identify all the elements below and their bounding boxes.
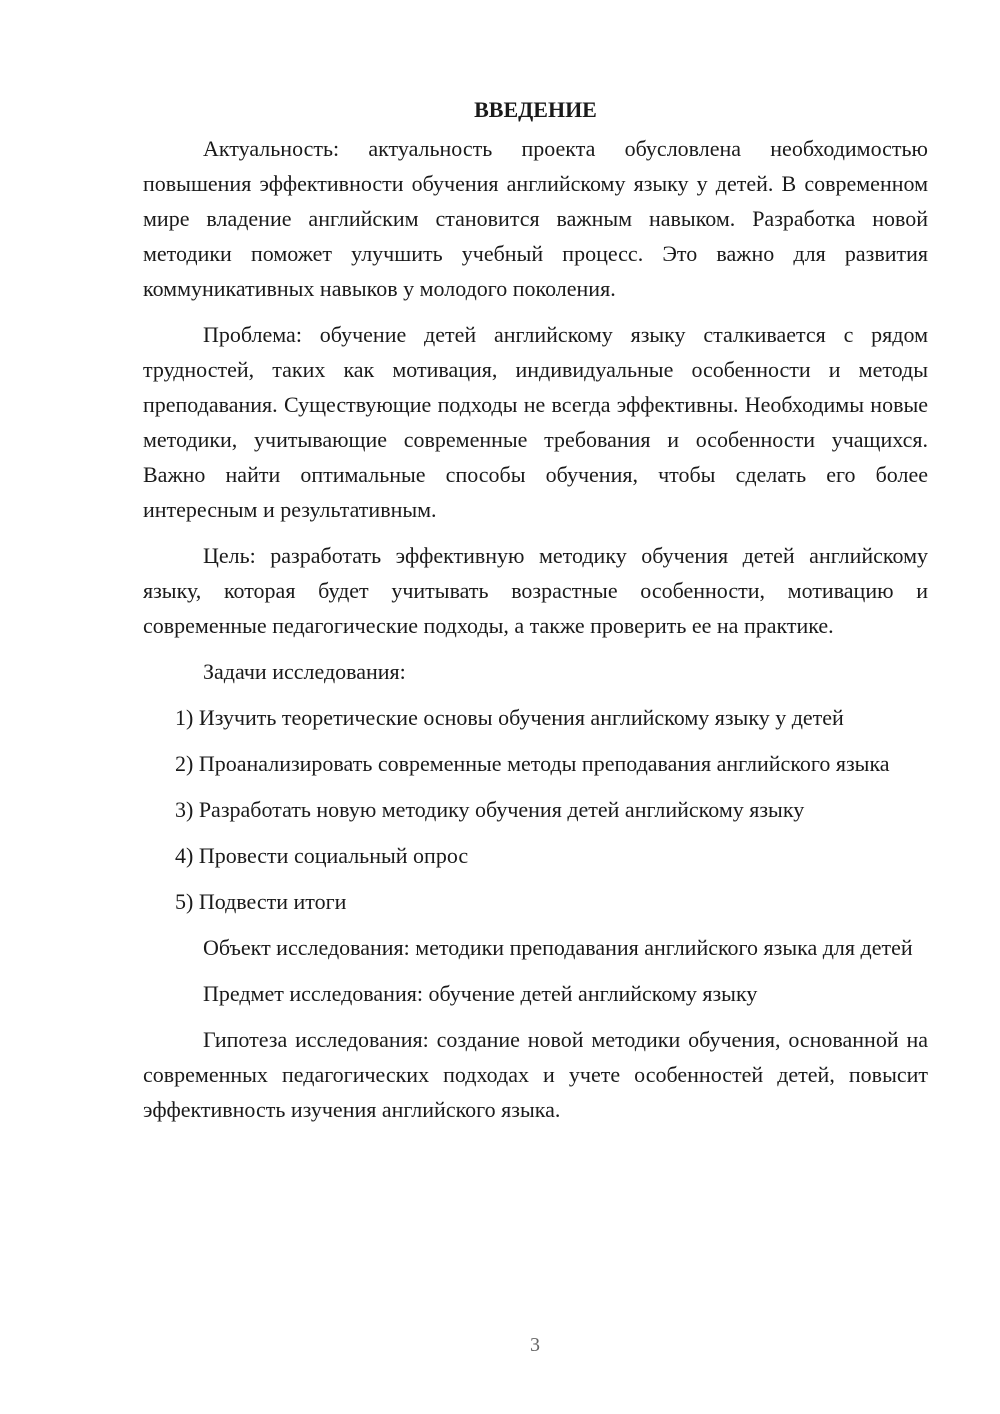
list-item-task-3: 3) Разработать новую методику обучения детей английскому языку	[175, 797, 805, 822]
list-item-task-4: 4) Провести социальный опрос	[175, 843, 469, 868]
paragraph-goal: Цель: разработать эффективную методику обучения детей английскому языку, которая будет учитывать возрастные особенности, мотивацию и современные педагогические подходы, а также проверить ее на практике.	[143, 543, 928, 638]
list-item-task-5: 5) Подвести итоги	[175, 889, 347, 914]
paragraph-relevance: Актуальность: актуальность проекта обусловлена необходимостью повышения эффективности обучения английскому языку у детей. В современном мире владение английским становится важным навыком. Разработка новой методики поможет улучшить учебный процесс. Это важно для развития коммуникативных навыков у молодого поколения.	[143, 136, 928, 301]
page-title: ВВЕДЕНИЕ	[474, 97, 597, 122]
tasks-heading: Задачи исследования:	[203, 659, 406, 684]
list-item-task-1: 1) Изучить теоретические основы обучения английскому языку у детей	[175, 705, 844, 730]
page-content	[143, 92, 928, 1127]
list-item-task-2: 2) Проанализировать современные методы преподавания английского языка	[175, 751, 890, 776]
paragraph-subject: Предмет исследования: обучение детей английскому языку	[203, 981, 758, 1006]
paragraph-hypothesis: Гипотеза исследования: создание новой методики обучения, основанной на современных педагогических подходах и учете особенностей детей, повысит эффективность изучения английского языка.	[143, 1027, 928, 1122]
page-number: 3	[530, 1334, 540, 1356]
paragraph-problem: Проблема: обучение детей английскому языку сталкивается с рядом трудностей, таких как мотивация, индивидуальные особенности и методы преподавания. Существующие подходы не всегда эффективны. Необходимы новые методики, учитывающие современные требования и особенности учащихся. Важно найти оптимальные способы обучения, чтобы сделать его более интересным и результативным.	[143, 322, 928, 522]
paragraph-object: Объект исследования: методики преподавания английского языка для детей	[203, 935, 913, 960]
